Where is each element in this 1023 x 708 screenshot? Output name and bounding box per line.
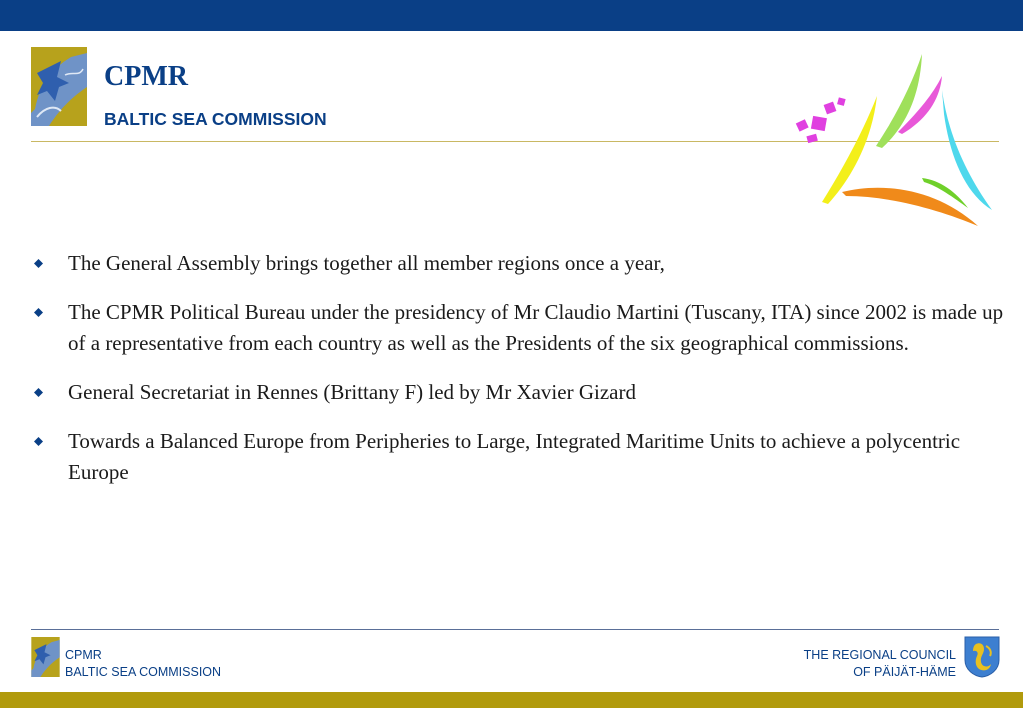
- bullet-text: The CPMR Political Bureau under the presidency of Mr Claudio Martini (Tuscany, ITA) since 2002 is made up of a representative from each country as well as the Presidents of the six geographical commissions.: [68, 300, 1004, 355]
- footer-left-line1: CPMR: [65, 648, 102, 662]
- diamond-bullet-icon: [34, 388, 43, 397]
- footer-left-line2: BALTIC SEA COMMISSION: [65, 665, 222, 679]
- bullet-item: [32, 377, 1007, 408]
- paijat-hame-crest-icon: [964, 636, 1000, 678]
- footer-organization: [65, 647, 221, 681]
- cpmr-footer-logo-icon: [31, 637, 60, 677]
- footer-council: [804, 647, 956, 681]
- bullet-item: [32, 426, 1007, 488]
- diamond-bullet-icon: [34, 259, 43, 268]
- page-subtitle: BALTIC SEA COMMISSION: [104, 109, 327, 129]
- footer-right-line2: OF PÄIJÄT-HÄME: [853, 665, 956, 679]
- bullet-text: General Secretariat in Rennes (Brittany F) led by Mr Xavier Gizard: [68, 380, 636, 404]
- footer-right-line1: THE REGIONAL COUNCIL: [803, 648, 956, 662]
- page-title: CPMR: [104, 61, 188, 92]
- bullet-text: Towards a Balanced Europe from Peripheries to Large, Integrated Maritime Units to achieve a polycentric Europe: [68, 429, 961, 484]
- bullet-list: [32, 248, 1007, 506]
- bottom-bar: [0, 692, 1023, 708]
- cpmr-logo-icon: [31, 47, 87, 126]
- diamond-bullet-icon: [34, 308, 43, 317]
- bullet-text: The General Assembly brings together all member regions once a year,: [68, 251, 665, 275]
- top-bar: [0, 0, 1023, 31]
- diamond-bullet-icon: [34, 437, 43, 446]
- bullet-item: [32, 297, 1007, 359]
- bullet-item: [32, 248, 1007, 279]
- colorful-triangle-icon: [790, 50, 1000, 230]
- footer-divider: [31, 629, 999, 630]
